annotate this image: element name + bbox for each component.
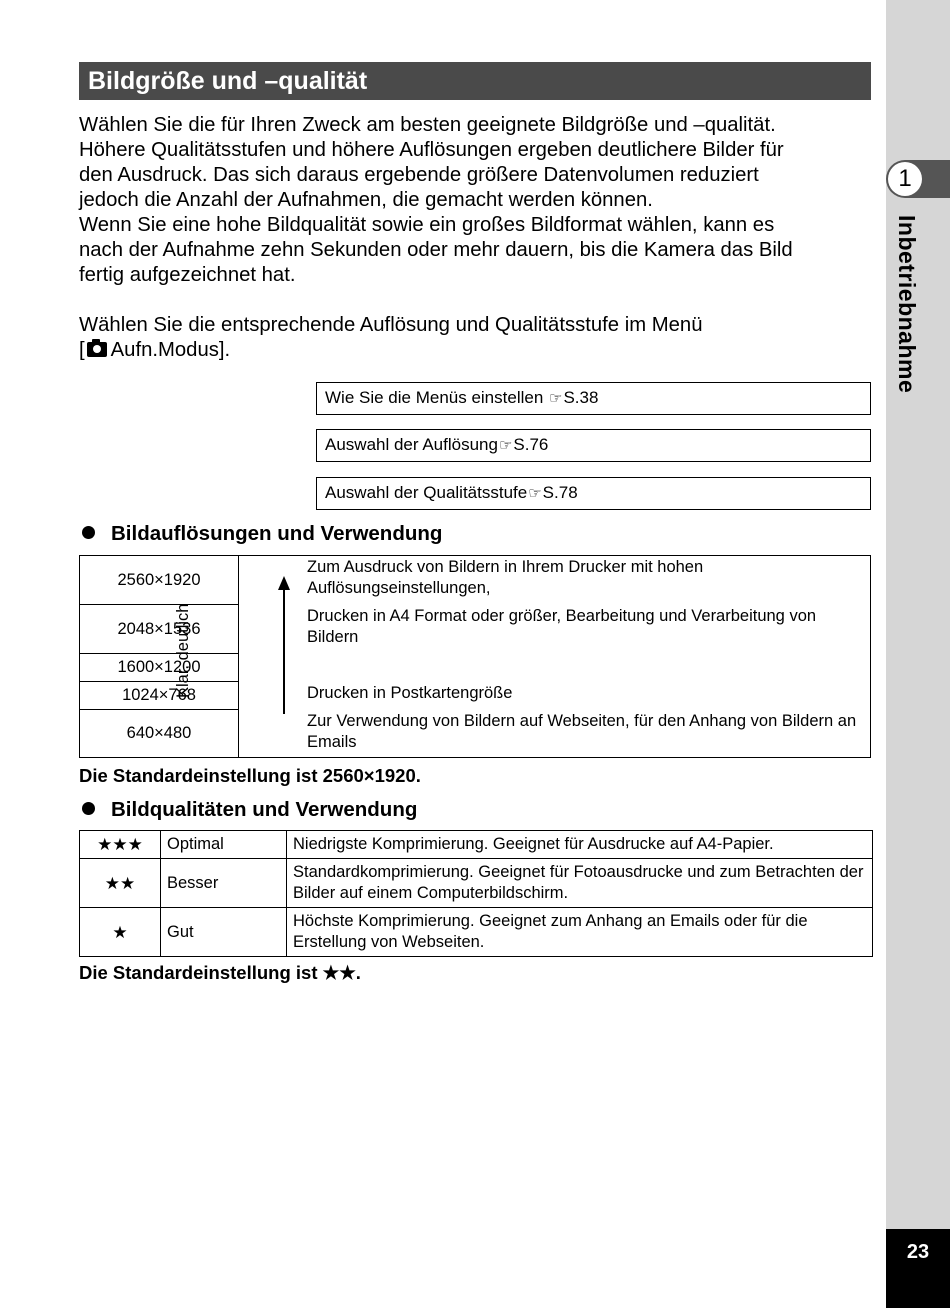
reference-box [316,477,871,510]
page-number: 23 [886,1229,950,1308]
resolution-cell: 2560×1920 [80,556,238,605]
quality-name: Optimal [161,831,287,859]
quality-description: Höchste Komprimierung. Geeignet zum Anhang an Emails oder für die Erstellung von Webseiten. [287,908,873,957]
pointing-hand-icon: ☞ [498,437,513,454]
chapter-number: 1 [888,162,922,196]
resolution-description: Drucken in A4 Format oder größer, Bearbeitung und Verarbeitung von Bildern [307,607,817,646]
quality-description: Niedrigste Komprimierung. Geeignet für Ausdrucke auf A4-Papier. [287,831,873,859]
resolution-table [79,555,871,758]
resolution-cell: 2048×1536 [80,605,238,654]
star-rating: ★ [80,908,161,957]
bracket-open: [ [79,339,85,361]
heading-text: Bildqualitäten und Verwendung [111,798,418,821]
instruction-text [79,313,879,363]
pointing-hand-icon: ☞ [549,390,563,407]
resolution-description: Zum Ausdruck von Bildern in Ihrem Drucker mit hohen Auflösungseinstellungen, [307,558,704,597]
resolution-description: Drucken in Postkartengröße [307,684,513,702]
intro-line: Höhere Qualitätsstufen und höhere Auflösungen ergeben deutlichere Bilder für [79,139,784,161]
clarity-axis-label: Klar, deutlich [174,603,192,698]
resolution-cell: 1600×1200 [80,654,238,682]
page-title: Bildgröße und –qualität [79,62,871,100]
resolution-heading [82,522,442,546]
instruction-line: Wählen Sie die entsprechende Auflösung und Qualitätsstufe im Menü [79,314,703,336]
reference-box [316,429,871,462]
heading-text: Bildauflösungen und Verwendung [111,522,443,545]
resolution-cell: 640×480 [126,724,192,742]
instruction-line [79,338,879,363]
resolution-default: Die Standardeinstellung ist 2560×1920. [79,765,421,786]
menu-name: Aufn.Modus]. [110,339,231,361]
reference-page[interactable]: S.38 [563,388,599,407]
table-row [80,908,873,957]
bullet-icon [82,526,95,539]
camera-icon [87,342,107,357]
pointing-hand-icon: ☞ [528,485,542,502]
quality-default: Die Standardeinstellung ist ★★. [79,962,361,983]
intro-text [79,113,879,288]
reference-text: Auswahl der Qualitätsstufe [325,483,528,502]
reference-page[interactable]: S.78 [542,483,578,502]
star-rating: ★★★ [80,831,161,859]
intro-line: den Ausdruck. Das sich daraus ergebende größere Datenvolumen reduziert [79,164,759,186]
intro-line: fertig aufgezeichnet hat. [79,264,296,286]
resolution-cell: 1024×768 [80,682,238,710]
quality-table [79,830,873,957]
quality-name: Besser [161,859,287,908]
table-row [80,831,873,859]
star-rating: ★★ [80,859,161,908]
reference-text: Wie Sie die Menüs einstellen [325,388,549,407]
reference-page[interactable]: S.76 [513,435,549,454]
reference-box [316,382,871,415]
quality-name: Gut [161,908,287,957]
table-row [80,859,873,908]
column-divider [238,556,239,757]
intro-line: Wenn Sie eine hohe Bildqualität sowie ein großes Bildformat wählen, kann es [79,214,775,236]
quality-heading [82,798,417,822]
intro-line: nach der Aufnahme zehn Sekunden oder mehr dauern, bis die Kamera das Bild [79,239,793,261]
intro-line: jedoch die Anzahl der Aufnahmen, die gemacht werden können. [79,189,653,211]
bullet-icon [82,802,95,815]
clarity-arrow-icon [276,576,292,716]
quality-description: Standardkomprimierung. Geeignet für Fotoausdrucke und zum Betrachten der Bilder auf einem Computerbildschirm. [287,859,873,908]
reference-text: Auswahl der Auflösung [325,435,498,454]
chapter-label: Inbetriebnahme [894,215,920,394]
intro-line: Wählen Sie die für Ihren Zweck am besten geeignete Bildgröße und –qualität. [79,114,776,136]
resolution-description: Zur Verwendung von Bildern auf Webseiten, für den Anhang von Bildern an Emails [307,712,857,751]
